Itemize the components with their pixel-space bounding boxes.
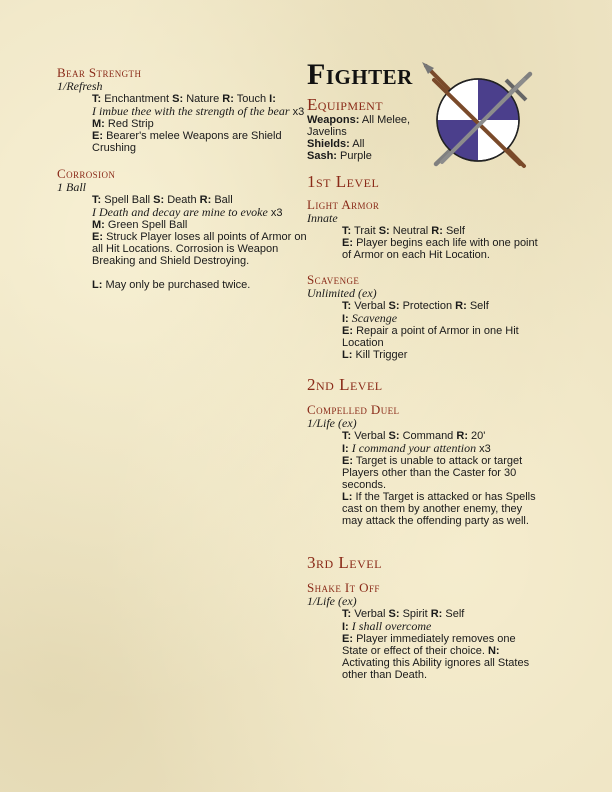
left-column <box>57 66 307 291</box>
incantation: I Death and decay are mine to evoke <box>92 205 268 219</box>
level-2-heading: 2nd Level <box>307 375 383 394</box>
ability-name: Shake It Off <box>307 580 380 595</box>
ability-shake-it-off: Shake It Off 1/Life (ex) T: Verbal S: Spirit R: Self I: I shall overcome E: Player immediately removes one State or effect of their choice. N: Activating this Ability ignores all States other than Death. <box>307 581 542 681</box>
level-3-heading: 3rd Level <box>307 553 382 572</box>
page-title: Fighter <box>307 58 413 91</box>
right-column <box>307 58 542 681</box>
ability-light-armor: Light Armor Innate T: Trait S: Neutral R: Self E: Player begins each life with one point of Armor on each Hit Location. <box>307 198 542 261</box>
ability-frequency: Unlimited (ex) <box>307 286 377 300</box>
ability-name: Corrosion <box>57 166 116 181</box>
equipment-heading: Equipment <box>307 95 383 114</box>
ability-name: Compelled Duel <box>307 402 400 417</box>
ability-name: Scavenge <box>307 272 360 287</box>
equipment-list: Weapons: All Melee, Javelins Shields: All Sash: Purple <box>307 114 411 162</box>
ability-frequency: 1 Ball <box>57 180 86 194</box>
ability-name: Light Armor <box>307 197 380 212</box>
incantation: I command your attention <box>351 441 477 455</box>
level-1-heading: 1st Level <box>307 172 380 191</box>
ability-name: Bear Strength <box>57 65 142 80</box>
ability-corrosion: Corrosion 1 Ball T: Spell Ball S: Death R: Ball I Death and decay are mine to evoke x3 M: Green Spell Ball E: Struck Player loses all points of Armor on all Hit Locations. Corrosion is Weapon Breaking and Shield Destroying. L: May only be purchased twice. <box>57 166 307 291</box>
ability-frequency: 1/Life (ex) <box>307 416 357 430</box>
ability-bear-strength: Bear Strength 1/Refresh T: Enchantment S: Nature R: Touch I: I imbue thee with the strength of the bear x3 M: Red Strip E: Bearer's melee Weapons are Shield Crushing <box>57 66 307 154</box>
incantation: I imbue thee with the strength of the bear <box>92 104 290 118</box>
incantation: Scavenge <box>351 311 398 325</box>
ability-frequency: Innate <box>307 211 338 225</box>
ability-compelled-duel: Compelled Duel 1/Life (ex) T: Verbal S: Command R: 20' I: I command your attention x3 E: Target is unable to attack or target Players other than the Caster for 30 seconds. L: If the Target is attacked or has Spells cast on them by another enemy, they may attack the offending party as well. <box>307 403 542 527</box>
ability-scavenge: Scavenge Unlimited (ex) T: Verbal S: Protection R: Self I: Scavenge E: Repair a point of Armor in one Hit Location L: Kill Trigger <box>307 273 542 361</box>
ability-frequency: 1/Life (ex) <box>307 594 357 608</box>
incantation: I shall overcome <box>351 619 432 633</box>
ability-frequency: 1/Refresh <box>57 79 103 93</box>
